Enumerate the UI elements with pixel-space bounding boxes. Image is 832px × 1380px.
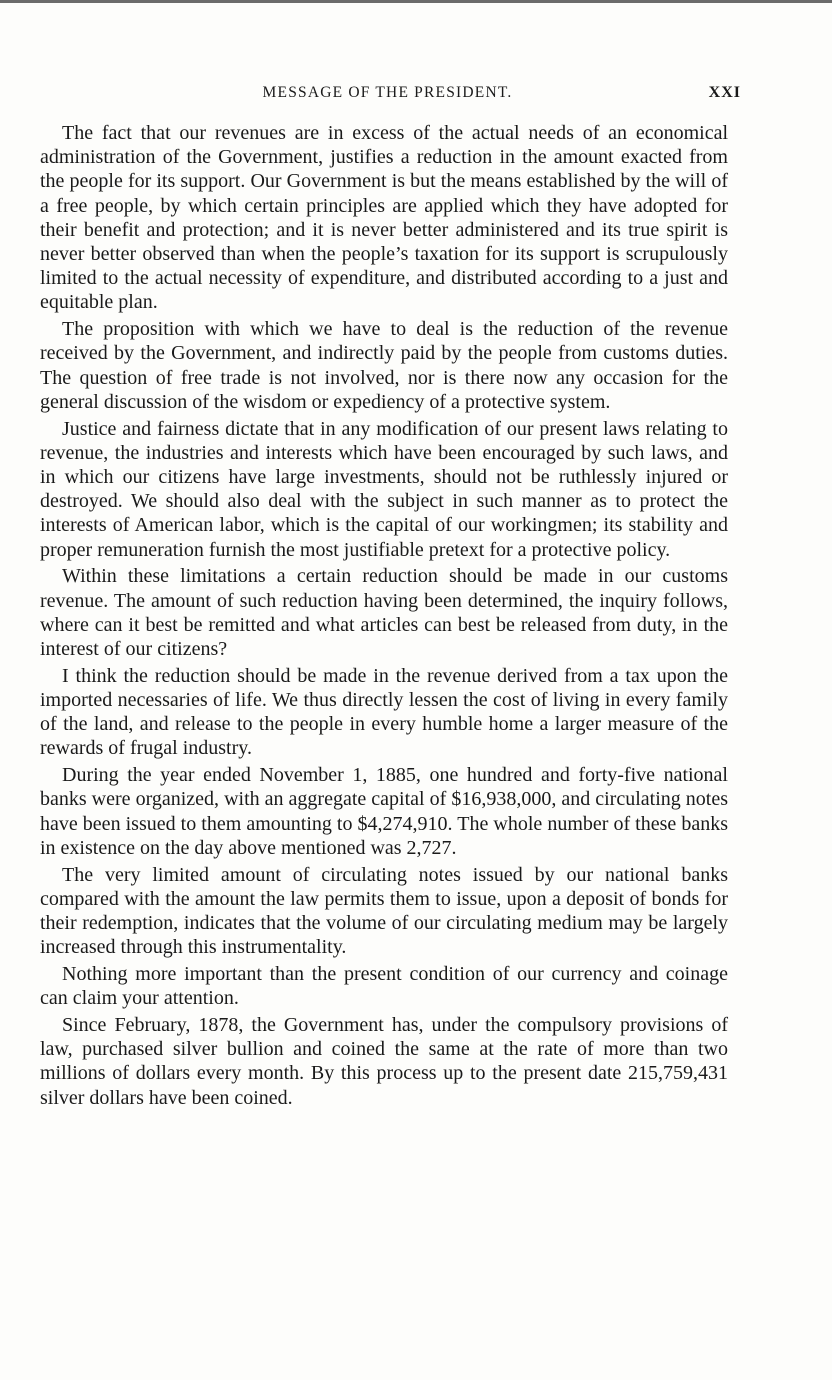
running-title: MESSAGE OF THE PRESIDENT.	[262, 84, 513, 101]
top-edge-rule	[0, 0, 832, 3]
paragraph-revenue-excess: The fact that our revenues are in excess of the actual needs of an economical administration of the Government, justifies a reduction in the amount exacted from the people for its support. Our Government is but the means established by the will of a free people, by which certain principles are applied which they have adopted for their benefit and protection; and it is never better administered and its true spirit is never better observed than when the people’s taxation for its support is scrupulously limited to the actual necessity of expenditure, and distributed according to a just and equitable plan.	[40, 122, 728, 314]
running-header	[40, 84, 741, 108]
body-text	[40, 121, 728, 1112]
paragraph-necessaries-of-life: I think the reduction should be made in the revenue derived from a tax upon the imported necessaries of life. We thus directly lessen the cost of living in every family of the land, and release to the people in every humble home a larger measure of the rewards of frugal industry.	[40, 664, 728, 760]
paragraph-justice-fairness: Justice and fairness dictate that in any modification of our present laws relating to revenue, the industries and interests which have been encouraged by such laws, and in which our citizens have large investments, should not be ruthlessly injured or destroyed. We should also deal with the subject in such manner as to protect the interests of American labor, which is the capital of our workingmen; its stability and proper remuneration furnish the most justifiable pretext for a protective policy.	[40, 417, 728, 561]
paragraph-circulating-notes: The very limited amount of circulating notes issued by our national banks compared with the amount the law permits them to issue, upon a deposit of bonds for their redemption, indicates that the volume of our circulating medium may be largely increased through this instrumentality.	[40, 863, 728, 959]
paragraph-national-banks: During the year ended November 1, 1885, one hundred and forty-five national banks were organized, with an aggregate capital of $16,938,000, and circulating notes have been issued to them amounting to $4,274,910. The whole number of these banks in existence on the day above mentioned was 2,727.	[40, 764, 728, 859]
paragraph-currency-coinage: Nothing more important than the present condition of our currency and coinage can claim your attention.	[40, 963, 728, 1010]
paragraph-limitations: Within these limitations a certain reduction should be made in our customs revenue. The amount of such reduction having been determined, the inquiry follows, where can it best be remitted and what articles can best be released from duty, in the interest of our citizens?	[40, 565, 728, 661]
page-number: XXI	[708, 84, 741, 101]
paragraph-silver-coinage: Since February, 1878, the Government has, under the compulsory provisions of law, purchased silver bullion and coined the same at the rate of more than two millions of dollars every month. By this process up to the present date 215,759,431 silver dollars have been coined.	[40, 1014, 728, 1109]
paragraph-reduction-proposition: The proposition with which we have to deal is the reduction of the revenue received by the Government, and indirectly paid by the people from customs duties. The question of free trade is not involved, nor is there now any occasion for the general discussion of the wisdom or expediency of a protective system.	[40, 318, 728, 413]
